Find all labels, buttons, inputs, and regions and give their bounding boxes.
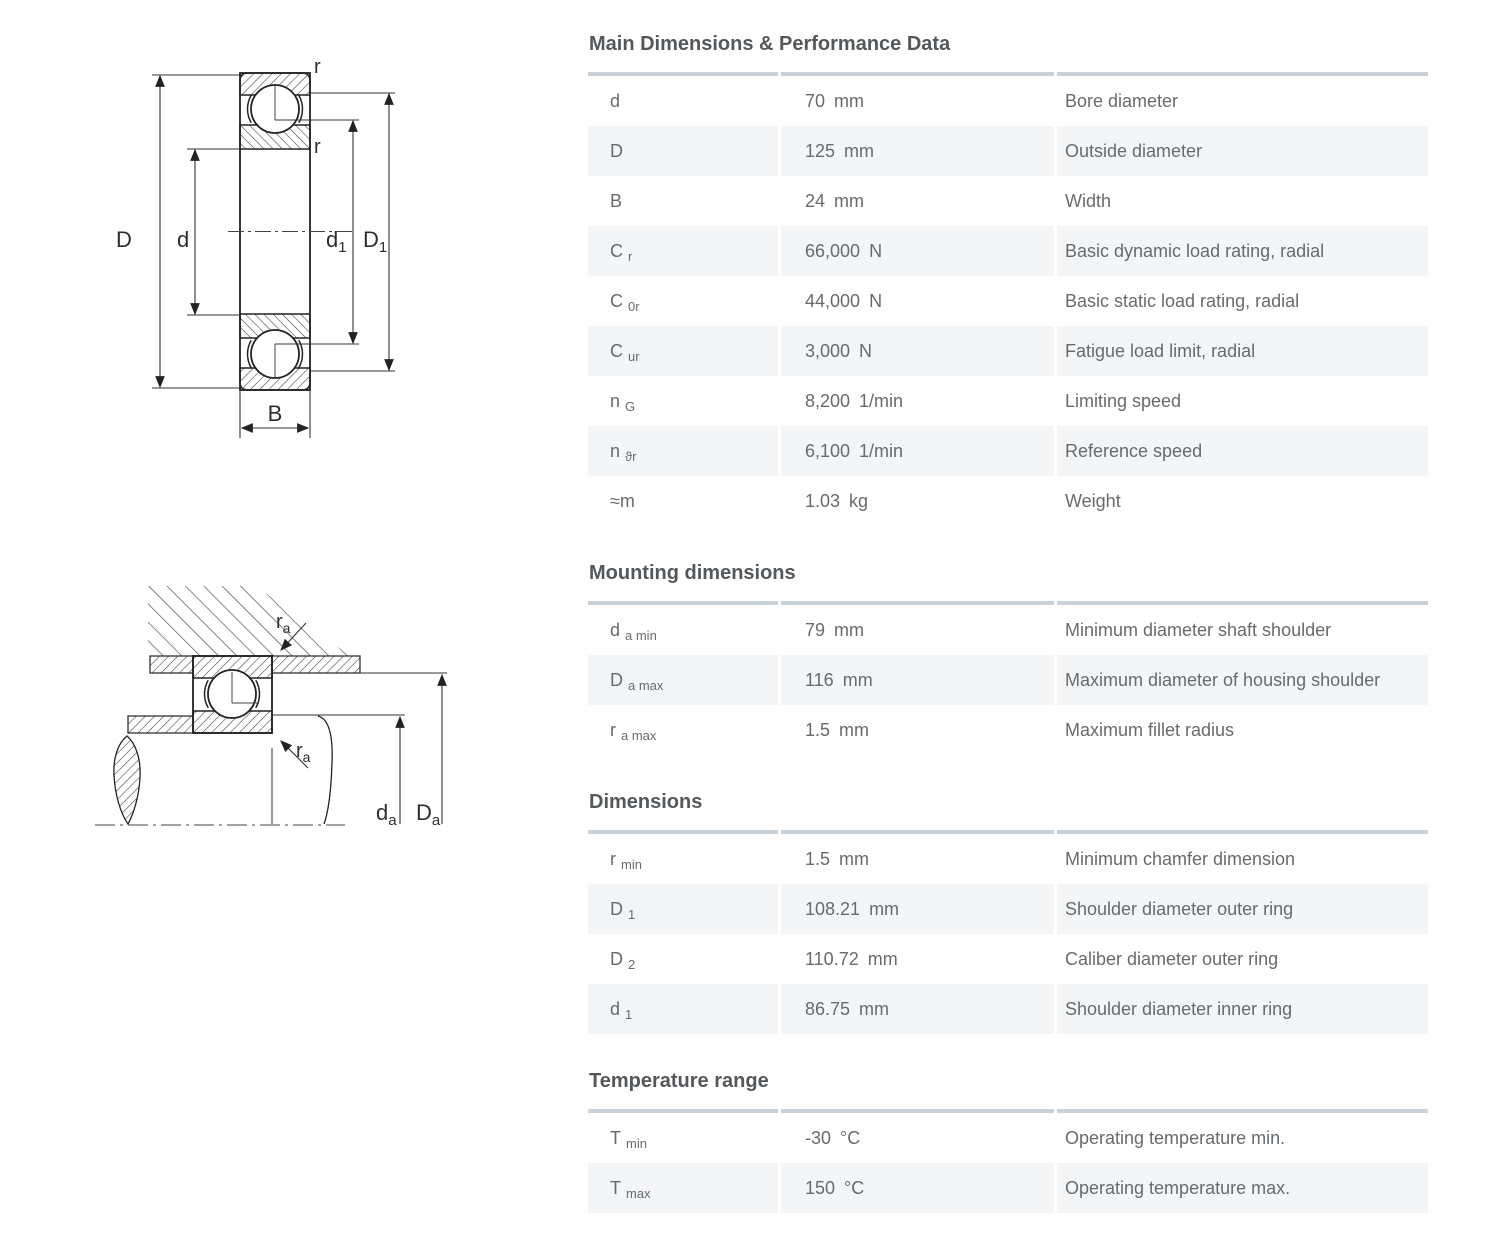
symbol-cell	[588, 476, 778, 526]
symbol-text: T	[610, 1177, 621, 1198]
description-cell	[1057, 884, 1428, 934]
section-title: Mounting dimensions	[589, 562, 796, 584]
section-mounting-dimensions	[588, 562, 1434, 755]
symbol-cell	[588, 176, 778, 226]
value-cell	[781, 655, 1054, 705]
symbol-cell	[588, 426, 778, 476]
unit-text: °C	[844, 1177, 865, 1198]
bearing-mounting-diagram	[60, 553, 480, 853]
bearing-cross-section-diagram	[60, 28, 480, 473]
section-temperature-range	[588, 1070, 1434, 1213]
description-text: Shoulder diameter inner ring	[1065, 998, 1293, 1019]
value-text: 125	[805, 140, 836, 161]
label-outside-diameter: D	[116, 227, 132, 252]
value-text: -30	[805, 1127, 832, 1148]
label-fillet-top: $r_a$	[276, 611, 291, 636]
value-text: 110.72	[805, 948, 859, 969]
unit-text: N	[869, 290, 883, 311]
symbol-subscript: a max	[628, 677, 664, 693]
symbol-cell	[588, 376, 778, 426]
table-row	[588, 326, 1428, 376]
table-row	[588, 1109, 1428, 1163]
value-text: 8,200	[805, 390, 851, 411]
unit-text: N	[869, 240, 883, 261]
section-title: Temperature range	[589, 1070, 769, 1092]
value-text: 6,100	[805, 440, 851, 461]
spec-table	[585, 601, 1431, 755]
value-text: 116	[805, 669, 834, 690]
section-title: Dimensions	[589, 791, 703, 813]
symbol-text: d	[610, 90, 621, 111]
table-row	[588, 476, 1428, 526]
label-housing-shoulder-diameter: $D_a$	[416, 800, 441, 829]
symbol-cell	[588, 326, 778, 376]
symbol-subscript: a max	[621, 727, 657, 743]
value-text: 108.21	[805, 898, 861, 919]
symbol-cell	[588, 601, 778, 655]
value-cell	[781, 226, 1054, 276]
description-text: Operating temperature min.	[1065, 1127, 1286, 1148]
symbol-text: ≈m	[610, 490, 635, 511]
table-row	[588, 72, 1428, 126]
symbol-subscript: a min	[625, 627, 657, 643]
table-row	[588, 705, 1428, 755]
description-text: Width	[1065, 190, 1112, 211]
description-cell	[1057, 376, 1428, 426]
label-chamfer-outer: r	[314, 56, 321, 78]
description-text: Weight	[1065, 490, 1121, 511]
symbol-subscript: G	[625, 398, 636, 414]
table-row	[588, 655, 1428, 705]
description-cell	[1057, 276, 1428, 326]
spec-table	[585, 830, 1431, 1034]
spec-table	[585, 72, 1431, 526]
shaft-shoulder	[114, 736, 140, 824]
symbol-cell	[588, 830, 778, 884]
value-cell	[781, 884, 1054, 934]
symbol-cell	[588, 1109, 778, 1163]
value-cell	[781, 476, 1054, 526]
value-text: 150	[805, 1177, 836, 1198]
description-text: Limiting speed	[1065, 390, 1182, 411]
unit-text: 1/min	[859, 440, 904, 461]
symbol-text: d	[610, 619, 621, 640]
description-text: Operating temperature max.	[1065, 1177, 1291, 1198]
section-dimensions	[588, 791, 1434, 1034]
description-cell	[1057, 984, 1428, 1034]
description-text: Basic dynamic load rating, radial	[1065, 240, 1325, 261]
description-text: Reference speed	[1065, 440, 1203, 461]
symbol-text: r	[610, 719, 616, 740]
unit-text: mm	[842, 669, 873, 690]
symbol-text: C	[610, 290, 623, 311]
symbol-text: B	[610, 190, 623, 211]
value-cell	[781, 830, 1054, 884]
description-text: Caliber diameter outer ring	[1065, 948, 1279, 969]
description-cell	[1057, 1163, 1428, 1213]
table-row	[588, 376, 1428, 426]
unit-text: mm	[834, 90, 865, 111]
symbol-text: n	[610, 440, 621, 461]
value-cell	[781, 934, 1054, 984]
table-row	[588, 426, 1428, 476]
value-cell	[781, 276, 1054, 326]
label-shaft-shoulder-diameter: $d_a$	[376, 800, 397, 829]
description-text: Minimum chamfer dimension	[1065, 848, 1296, 869]
label-shoulder-outer: $D_1$	[363, 227, 388, 256]
symbol-subscript: 2	[628, 956, 636, 972]
table-row	[588, 601, 1428, 655]
symbol-subscript: min	[626, 1135, 647, 1151]
dimension-D	[152, 75, 240, 388]
description-cell	[1057, 326, 1428, 376]
value-cell	[781, 72, 1054, 126]
description-cell	[1057, 705, 1428, 755]
description-cell	[1057, 655, 1428, 705]
value-text: 1.5	[805, 719, 831, 740]
value-text: 44,000	[805, 290, 861, 311]
symbol-subscript: min	[621, 856, 642, 872]
unit-text: mm	[834, 619, 865, 640]
value-cell	[781, 426, 1054, 476]
symbol-text: d	[610, 998, 621, 1019]
symbol-text: C	[610, 240, 623, 261]
symbol-subscript: 1	[625, 1006, 633, 1022]
label-fillet-bottom: $r_a$	[296, 740, 311, 765]
table-row	[588, 176, 1428, 226]
symbol-cell	[588, 72, 778, 126]
description-text: Shoulder diameter outer ring	[1065, 898, 1294, 919]
unit-text: 1/min	[859, 390, 904, 411]
description-text: Minimum diameter shaft shoulder	[1065, 619, 1332, 640]
unit-text: mm	[867, 948, 898, 969]
symbol-subscript: 1	[628, 906, 636, 922]
symbol-cell	[588, 705, 778, 755]
symbol-cell	[588, 934, 778, 984]
value-text: 1.5	[805, 848, 831, 869]
symbol-text: T	[610, 1127, 621, 1148]
unit-text: mm	[834, 190, 865, 211]
table-row	[588, 1163, 1428, 1213]
table-row	[588, 830, 1428, 884]
table-row	[588, 884, 1428, 934]
description-text: Fatigue load limit, radial	[1065, 340, 1256, 361]
symbol-subscript: max	[626, 1185, 651, 1201]
description-cell	[1057, 830, 1428, 884]
value-text: 3,000	[805, 340, 851, 361]
description-cell	[1057, 72, 1428, 126]
description-text: Basic static load rating, radial	[1065, 290, 1300, 311]
symbol-text: C	[610, 340, 623, 361]
value-text: 66,000	[805, 240, 861, 261]
value-cell	[781, 126, 1054, 176]
table-row	[588, 934, 1428, 984]
symbol-cell	[588, 884, 778, 934]
description-text: Maximum fillet radius	[1065, 719, 1235, 740]
value-text: 79	[805, 619, 826, 640]
unit-text: °C	[840, 1127, 861, 1148]
symbol-subscript: ϑr	[625, 448, 637, 464]
spec-table	[585, 1109, 1431, 1213]
unit-text: mm	[859, 998, 890, 1019]
symbol-text: n	[610, 390, 621, 411]
value-text: 24	[805, 190, 826, 211]
symbol-text: D	[610, 669, 623, 690]
label-width: B	[267, 401, 283, 426]
table-row	[588, 126, 1428, 176]
value-cell	[781, 376, 1054, 426]
value-cell	[781, 984, 1054, 1034]
value-cell	[781, 1163, 1054, 1213]
symbol-cell	[588, 984, 778, 1034]
description-cell	[1057, 601, 1428, 655]
value-cell	[781, 705, 1054, 755]
symbol-subscript: 0r	[628, 298, 640, 314]
description-cell	[1057, 176, 1428, 226]
unit-text: mm	[839, 848, 870, 869]
value-cell	[781, 176, 1054, 226]
section-main-dimensions	[588, 33, 1434, 526]
symbol-text: D	[610, 948, 623, 969]
description-text: Maximum diameter of housing shoulder	[1065, 669, 1381, 690]
symbol-text: D	[610, 898, 623, 919]
symbol-subscript: ur	[628, 348, 640, 364]
label-bore-diameter: d	[177, 227, 190, 252]
symbol-cell	[588, 655, 778, 705]
value-text: 86.75	[805, 998, 851, 1019]
description-cell	[1057, 226, 1428, 276]
description-cell	[1057, 126, 1428, 176]
symbol-text: D	[610, 140, 623, 161]
table-row	[588, 226, 1428, 276]
table-row	[588, 276, 1428, 326]
dimension-Da	[360, 673, 447, 824]
symbol-cell	[588, 126, 778, 176]
unit-text: mm	[844, 140, 875, 161]
symbol-text: r	[610, 848, 616, 869]
unit-text: mm	[839, 719, 870, 740]
unit-text: kg	[849, 490, 869, 511]
value-cell	[781, 1109, 1054, 1163]
data-panel	[588, 0, 1434, 1249]
description-text: Bore diameter	[1065, 90, 1179, 111]
description-cell	[1057, 476, 1428, 526]
value-text: 70	[805, 90, 826, 111]
table-row	[588, 984, 1428, 1034]
symbol-subscript: r	[628, 248, 633, 264]
symbol-cell	[588, 226, 778, 276]
value-text: 1.03	[805, 490, 841, 511]
description-cell	[1057, 426, 1428, 476]
description-cell	[1057, 1109, 1428, 1163]
section-title: Main Dimensions & Performance Data	[589, 33, 951, 55]
description-cell	[1057, 934, 1428, 984]
value-cell	[781, 326, 1054, 376]
description-text: Outside diameter	[1065, 140, 1203, 161]
unit-text: mm	[869, 898, 900, 919]
label-chamfer-inner: r	[314, 136, 321, 158]
label-shoulder-inner: $d_1$	[326, 227, 347, 256]
symbol-cell	[588, 276, 778, 326]
unit-text: N	[859, 340, 873, 361]
value-cell	[781, 601, 1054, 655]
symbol-cell	[588, 1163, 778, 1213]
